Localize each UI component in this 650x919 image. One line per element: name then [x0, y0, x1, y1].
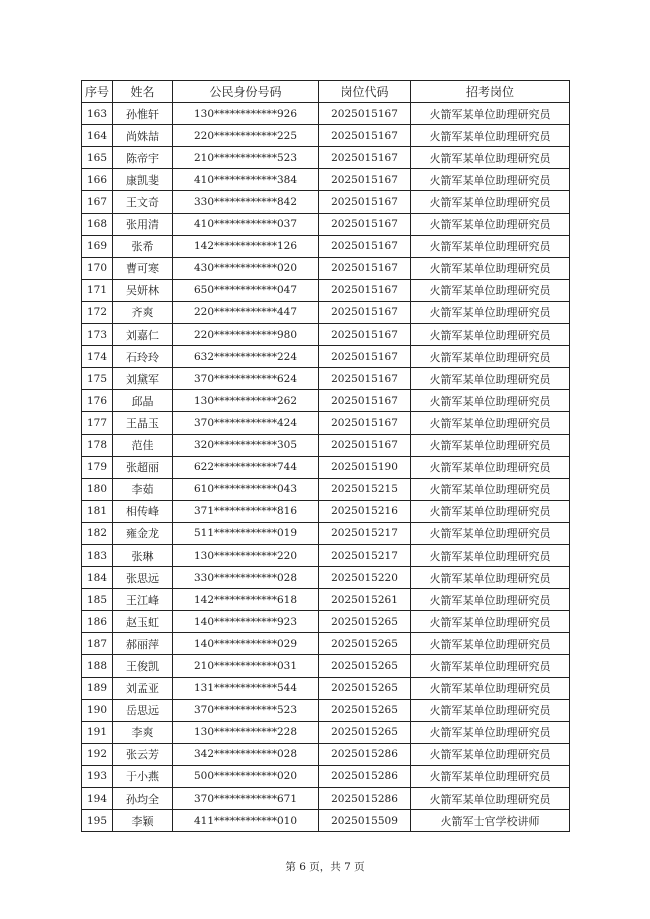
- row-id-number: 370************624: [173, 368, 319, 390]
- row-index: 182: [82, 522, 113, 544]
- row-position-code: 2025015167: [319, 324, 411, 346]
- row-position-code: 2025015167: [319, 390, 411, 412]
- table-row: [82, 191, 570, 213]
- header-id-number: 公民身份号码: [173, 81, 319, 103]
- row-id-number: 632************224: [173, 346, 319, 368]
- row-id-number: 140************923: [173, 611, 319, 633]
- row-id-number: 320************305: [173, 434, 319, 456]
- table-row: [82, 699, 570, 721]
- table-row: [82, 633, 570, 655]
- row-index: 171: [82, 279, 113, 301]
- row-index: 169: [82, 235, 113, 257]
- table-row: [82, 213, 570, 235]
- row-index: 163: [82, 103, 113, 125]
- row-name: 王江峰: [113, 589, 173, 611]
- row-position-code: 2025015509: [319, 810, 411, 832]
- row-id-number: 330************028: [173, 567, 319, 589]
- row-index: 170: [82, 257, 113, 279]
- row-position: 火箭军某单位助理研究员: [411, 390, 570, 412]
- row-position: 火箭军某单位助理研究员: [411, 346, 570, 368]
- row-position: 火箭军某单位助理研究员: [411, 257, 570, 279]
- row-index: 189: [82, 677, 113, 699]
- table-row: [82, 390, 570, 412]
- row-position-code: 2025015265: [319, 633, 411, 655]
- row-position: 火箭军某单位助理研究员: [411, 500, 570, 522]
- table-body: [82, 103, 570, 832]
- row-position-code: 2025015216: [319, 500, 411, 522]
- row-name: 张超丽: [113, 456, 173, 478]
- table-row: [82, 103, 570, 125]
- row-id-number: 622************744: [173, 456, 319, 478]
- row-id-number: 370************424: [173, 412, 319, 434]
- row-position-code: 2025015215: [319, 478, 411, 500]
- table-row: [82, 346, 570, 368]
- row-index: 173: [82, 324, 113, 346]
- row-position: 火箭军某单位助理研究员: [411, 213, 570, 235]
- header-index: 序号: [82, 81, 113, 103]
- row-position-code: 2025015167: [319, 125, 411, 147]
- row-name: 刘嘉仁: [113, 324, 173, 346]
- row-position-code: 2025015167: [319, 279, 411, 301]
- row-id-number: 130************262: [173, 390, 319, 412]
- row-position: 火箭军士官学校讲师: [411, 810, 570, 832]
- row-index: 191: [82, 721, 113, 743]
- table-row: [82, 655, 570, 677]
- row-position-code: 2025015286: [319, 765, 411, 787]
- row-name: 李茹: [113, 478, 173, 500]
- row-index: 180: [82, 478, 113, 500]
- row-name: 齐爽: [113, 301, 173, 323]
- header-position: 招考岗位: [411, 81, 570, 103]
- table-row: [82, 434, 570, 456]
- row-position: 火箭军某单位助理研究员: [411, 368, 570, 390]
- table-row: [82, 456, 570, 478]
- row-id-number: 210************031: [173, 655, 319, 677]
- table-row: [82, 589, 570, 611]
- row-position-code: 2025015167: [319, 412, 411, 434]
- row-position-code: 2025015220: [319, 567, 411, 589]
- table-row: [82, 257, 570, 279]
- row-index: 179: [82, 456, 113, 478]
- table-row: [82, 478, 570, 500]
- row-name: 范佳: [113, 434, 173, 456]
- row-name: 王文奇: [113, 191, 173, 213]
- row-index: 184: [82, 567, 113, 589]
- row-position: 火箭军某单位助理研究员: [411, 788, 570, 810]
- table-row: [82, 522, 570, 544]
- table-row: [82, 788, 570, 810]
- row-position: 火箭军某单位助理研究员: [411, 147, 570, 169]
- header-position-code: 岗位代码: [319, 81, 411, 103]
- row-position-code: 2025015167: [319, 169, 411, 191]
- table-row: [82, 765, 570, 787]
- row-name: 康凯斐: [113, 169, 173, 191]
- row-name: 李爽: [113, 721, 173, 743]
- row-position: 火箭军某单位助理研究员: [411, 589, 570, 611]
- row-position-code: 2025015167: [319, 103, 411, 125]
- table-row: [82, 235, 570, 257]
- row-name: 李颖: [113, 810, 173, 832]
- row-id-number: 511************019: [173, 522, 319, 544]
- row-position-code: 2025015167: [319, 213, 411, 235]
- row-id-number: 130************926: [173, 103, 319, 125]
- row-name: 相传峰: [113, 500, 173, 522]
- row-id-number: 411************010: [173, 810, 319, 832]
- row-position: 火箭军某单位助理研究员: [411, 765, 570, 787]
- row-position: 火箭军某单位助理研究员: [411, 103, 570, 125]
- row-index: 168: [82, 213, 113, 235]
- table-row: [82, 324, 570, 346]
- row-position-code: 2025015265: [319, 677, 411, 699]
- row-index: 172: [82, 301, 113, 323]
- row-name: 石玲玲: [113, 346, 173, 368]
- row-id-number: 370************671: [173, 788, 319, 810]
- table-row: [82, 567, 570, 589]
- row-id-number: 220************447: [173, 301, 319, 323]
- row-index: 166: [82, 169, 113, 191]
- row-id-number: 142************126: [173, 235, 319, 257]
- row-name: 赵玉虹: [113, 611, 173, 633]
- row-index: 190: [82, 699, 113, 721]
- row-position-code: 2025015261: [319, 589, 411, 611]
- row-id-number: 210************523: [173, 147, 319, 169]
- table-row: [82, 721, 570, 743]
- row-id-number: 500************020: [173, 765, 319, 787]
- row-position: 火箭军某单位助理研究员: [411, 633, 570, 655]
- row-position-code: 2025015167: [319, 434, 411, 456]
- row-id-number: 131************544: [173, 677, 319, 699]
- row-position: 火箭军某单位助理研究员: [411, 456, 570, 478]
- row-id-number: 410************384: [173, 169, 319, 191]
- row-position-code: 2025015167: [319, 257, 411, 279]
- row-index: 181: [82, 500, 113, 522]
- table-row: [82, 279, 570, 301]
- row-id-number: 330************842: [173, 191, 319, 213]
- row-name: 邱晶: [113, 390, 173, 412]
- row-name: 尚姝喆: [113, 125, 173, 147]
- row-index: 188: [82, 655, 113, 677]
- row-position-code: 2025015265: [319, 655, 411, 677]
- row-name: 陈帝宇: [113, 147, 173, 169]
- row-id-number: 370************523: [173, 699, 319, 721]
- row-name: 王俊凯: [113, 655, 173, 677]
- row-name: 孙均全: [113, 788, 173, 810]
- table-row: [82, 500, 570, 522]
- row-index: 178: [82, 434, 113, 456]
- row-index: 195: [82, 810, 113, 832]
- row-position: 火箭军某单位助理研究员: [411, 567, 570, 589]
- row-position: 火箭军某单位助理研究员: [411, 191, 570, 213]
- row-position: 火箭军某单位助理研究员: [411, 301, 570, 323]
- row-position: 火箭军某单位助理研究员: [411, 324, 570, 346]
- row-index: 165: [82, 147, 113, 169]
- row-position-code: 2025015286: [319, 743, 411, 765]
- row-name: 于小燕: [113, 765, 173, 787]
- page-footer: 第 6 页，共 7 页: [285, 861, 365, 873]
- row-position-code: 2025015167: [319, 301, 411, 323]
- row-position-code: 2025015265: [319, 611, 411, 633]
- row-id-number: 140************029: [173, 633, 319, 655]
- row-index: 194: [82, 788, 113, 810]
- row-position-code: 2025015167: [319, 235, 411, 257]
- row-position: 火箭军某单位助理研究员: [411, 655, 570, 677]
- row-name: 雍金龙: [113, 522, 173, 544]
- row-index: 176: [82, 390, 113, 412]
- table-row: [82, 125, 570, 147]
- row-name: 刘黛军: [113, 368, 173, 390]
- row-position: 火箭军某单位助理研究员: [411, 611, 570, 633]
- row-name: 张用清: [113, 213, 173, 235]
- row-id-number: 371************816: [173, 500, 319, 522]
- row-position-code: 2025015217: [319, 544, 411, 566]
- row-name: 张希: [113, 235, 173, 257]
- table-row: [82, 147, 570, 169]
- row-position: 火箭军某单位助理研究员: [411, 169, 570, 191]
- row-position: 火箭军某单位助理研究员: [411, 235, 570, 257]
- row-position: 火箭军某单位助理研究员: [411, 721, 570, 743]
- row-position-code: 2025015190: [319, 456, 411, 478]
- row-position-code: 2025015167: [319, 346, 411, 368]
- row-id-number: 430************020: [173, 257, 319, 279]
- row-position-code: 2025015265: [319, 721, 411, 743]
- row-name: 郝丽萍: [113, 633, 173, 655]
- row-position: 火箭军某单位助理研究员: [411, 412, 570, 434]
- row-index: 175: [82, 368, 113, 390]
- table-row: [82, 368, 570, 390]
- row-position: 火箭军某单位助理研究员: [411, 544, 570, 566]
- row-position-code: 2025015167: [319, 368, 411, 390]
- table-row: [82, 412, 570, 434]
- row-name: 张云芳: [113, 743, 173, 765]
- row-index: 187: [82, 633, 113, 655]
- row-position: 火箭军某单位助理研究员: [411, 522, 570, 544]
- table-row: [82, 743, 570, 765]
- row-position-code: 2025015167: [319, 147, 411, 169]
- row-name: 曹可寒: [113, 257, 173, 279]
- row-id-number: 650************047: [173, 279, 319, 301]
- table-row: [82, 677, 570, 699]
- row-id-number: 220************980: [173, 324, 319, 346]
- row-position-code: 2025015286: [319, 788, 411, 810]
- row-index: 174: [82, 346, 113, 368]
- row-position: 火箭军某单位助理研究员: [411, 677, 570, 699]
- row-position: 火箭军某单位助理研究员: [411, 125, 570, 147]
- candidate-table: [81, 80, 570, 832]
- row-index: 177: [82, 412, 113, 434]
- row-id-number: 130************220: [173, 544, 319, 566]
- table-row: [82, 810, 570, 832]
- row-name: 张琳: [113, 544, 173, 566]
- row-name: 孙惟轩: [113, 103, 173, 125]
- row-id-number: 342************028: [173, 743, 319, 765]
- table-row: [82, 301, 570, 323]
- row-id-number: 220************225: [173, 125, 319, 147]
- row-id-number: 130************228: [173, 721, 319, 743]
- row-name: 王晶玉: [113, 412, 173, 434]
- table-row: [82, 169, 570, 191]
- row-position: 火箭军某单位助理研究员: [411, 743, 570, 765]
- row-index: 185: [82, 589, 113, 611]
- row-id-number: 142************618: [173, 589, 319, 611]
- table-header-row: [82, 81, 570, 103]
- row-index: 164: [82, 125, 113, 147]
- row-position: 火箭军某单位助理研究员: [411, 699, 570, 721]
- row-index: 183: [82, 544, 113, 566]
- table-row: [82, 611, 570, 633]
- table-row: [82, 544, 570, 566]
- row-position: 火箭军某单位助理研究员: [411, 279, 570, 301]
- row-name: 刘孟亚: [113, 677, 173, 699]
- row-name: 吴妍林: [113, 279, 173, 301]
- row-name: 岳思远: [113, 699, 173, 721]
- row-index: 192: [82, 743, 113, 765]
- row-position-code: 2025015167: [319, 191, 411, 213]
- row-index: 186: [82, 611, 113, 633]
- row-position: 火箭军某单位助理研究员: [411, 434, 570, 456]
- row-id-number: 410************037: [173, 213, 319, 235]
- header-name: 姓名: [113, 81, 173, 103]
- row-index: 193: [82, 765, 113, 787]
- row-id-number: 610************043: [173, 478, 319, 500]
- row-position-code: 2025015265: [319, 699, 411, 721]
- row-position-code: 2025015217: [319, 522, 411, 544]
- row-position: 火箭军某单位助理研究员: [411, 478, 570, 500]
- row-index: 167: [82, 191, 113, 213]
- row-name: 张思远: [113, 567, 173, 589]
